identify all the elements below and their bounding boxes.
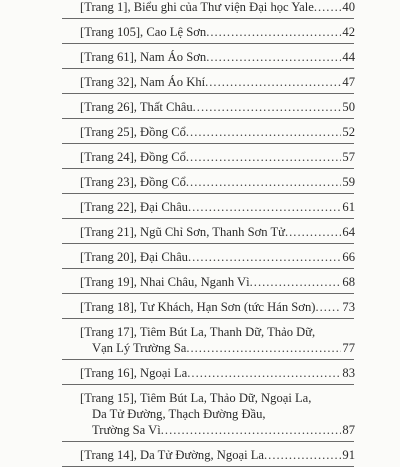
toc-page-number: 59	[342, 175, 355, 189]
dot-leader	[285, 224, 341, 240]
dot-leader	[186, 174, 342, 190]
toc-page-number: 73	[342, 300, 355, 314]
toc-page-number: 47	[342, 75, 355, 89]
toc-entry-title: [Trang 26], Thất Châu	[80, 100, 193, 114]
dot-leader	[161, 422, 342, 438]
toc-entry-title: [Trang 105], Cao Lệ Sơn	[80, 25, 207, 39]
dot-leader	[193, 99, 342, 115]
dot-leader	[188, 249, 341, 265]
dot-leader	[186, 149, 342, 165]
entry-divider	[62, 43, 354, 44]
entry-divider	[62, 318, 354, 319]
dot-leader	[188, 199, 341, 215]
toc-entry-title: [Trang 21], Ngũ Chỉ Sơn, Thanh Sơn Tử	[80, 225, 285, 239]
entry-divider	[62, 293, 354, 294]
dot-leader	[205, 74, 341, 90]
toc-page-number: 64	[342, 225, 355, 239]
toc-entry-title: [Trang 32], Nam Áo Khí	[80, 75, 206, 89]
toc-entry-title-continued: Trường Sa Vì	[92, 423, 161, 437]
dot-leader	[206, 24, 341, 40]
toc-page-number: 40	[342, 0, 355, 14]
toc-page-number: 44	[342, 50, 355, 64]
entry-divider	[62, 18, 354, 19]
toc-page-number: 87	[342, 423, 355, 437]
toc-entry-title: [Trang 15], Tiêm Bút La, Thảo Dữ, Ngoại La,	[80, 391, 312, 405]
toc-page-number: 57	[342, 150, 355, 164]
toc-entry-title: [Trang 20], Đại Châu	[80, 250, 188, 264]
toc-entry-title: [Trang 22], Đại Châu	[80, 200, 188, 214]
toc-entry-title: [Trang 16], Ngoại La	[80, 366, 188, 380]
dot-leader	[187, 365, 341, 381]
entry-divider	[62, 441, 354, 442]
toc-page-number: 61	[342, 200, 355, 214]
entry-divider	[62, 268, 354, 269]
toc-page-number: 68	[342, 275, 355, 289]
entry-divider	[62, 118, 354, 119]
dot-leader	[264, 447, 341, 463]
toc-entry-title: [Trang 61], Nam Áo Sơn	[80, 50, 207, 64]
dot-leader	[186, 124, 342, 140]
toc-entry-title: [Trang 24], Đồng Cổ	[80, 150, 186, 164]
toc-entry-title-continued: Da Tử Đường, Thạch Đường Đầu,	[92, 407, 266, 421]
dot-leader	[186, 340, 341, 356]
entry-divider	[62, 143, 354, 144]
toc-entry-title: [Trang 14], Da Tử Đường, Ngoại La	[80, 448, 265, 462]
entry-divider	[62, 168, 354, 169]
toc-entry-title: [Trang 19], Nhai Châu, Nganh Vì	[80, 275, 250, 289]
dot-leader	[250, 274, 342, 290]
dot-leader	[315, 299, 341, 315]
entry-divider	[62, 68, 354, 69]
toc-entry-title: [Trang 25], Đồng Cổ	[80, 125, 186, 139]
toc-page-number: 91	[342, 448, 355, 462]
toc-page-number: 50	[342, 100, 355, 114]
entry-divider	[62, 193, 354, 194]
entry-divider	[62, 93, 354, 94]
toc-entry-title: [Trang 1], Biểu ghi của Thư viện Đại học Yale	[80, 0, 314, 14]
dot-leader	[314, 0, 342, 15]
entry-divider	[62, 384, 354, 385]
toc-page-number: 42	[342, 25, 355, 39]
toc-entry-title-continued: Vạn Lý Trường Sa	[92, 341, 187, 355]
toc-page-number: 52	[342, 125, 355, 139]
toc-entry-title: [Trang 18], Tư Khách, Hạn Sơn (tức Hán Sơn)	[80, 300, 316, 314]
entry-divider	[62, 243, 354, 244]
entry-divider	[62, 218, 354, 219]
entry-divider	[62, 359, 354, 360]
toc-page-number: 66	[342, 250, 355, 264]
toc-entry-title: [Trang 17], Tiêm Bút La, Thanh Dữ, Thảo Dữ,	[80, 325, 316, 339]
toc-entry-title: [Trang 23], Đồng Cổ	[80, 175, 186, 189]
toc-page-number: 83	[342, 366, 355, 380]
toc-page-number: 77	[342, 341, 355, 355]
dot-leader	[206, 49, 341, 65]
